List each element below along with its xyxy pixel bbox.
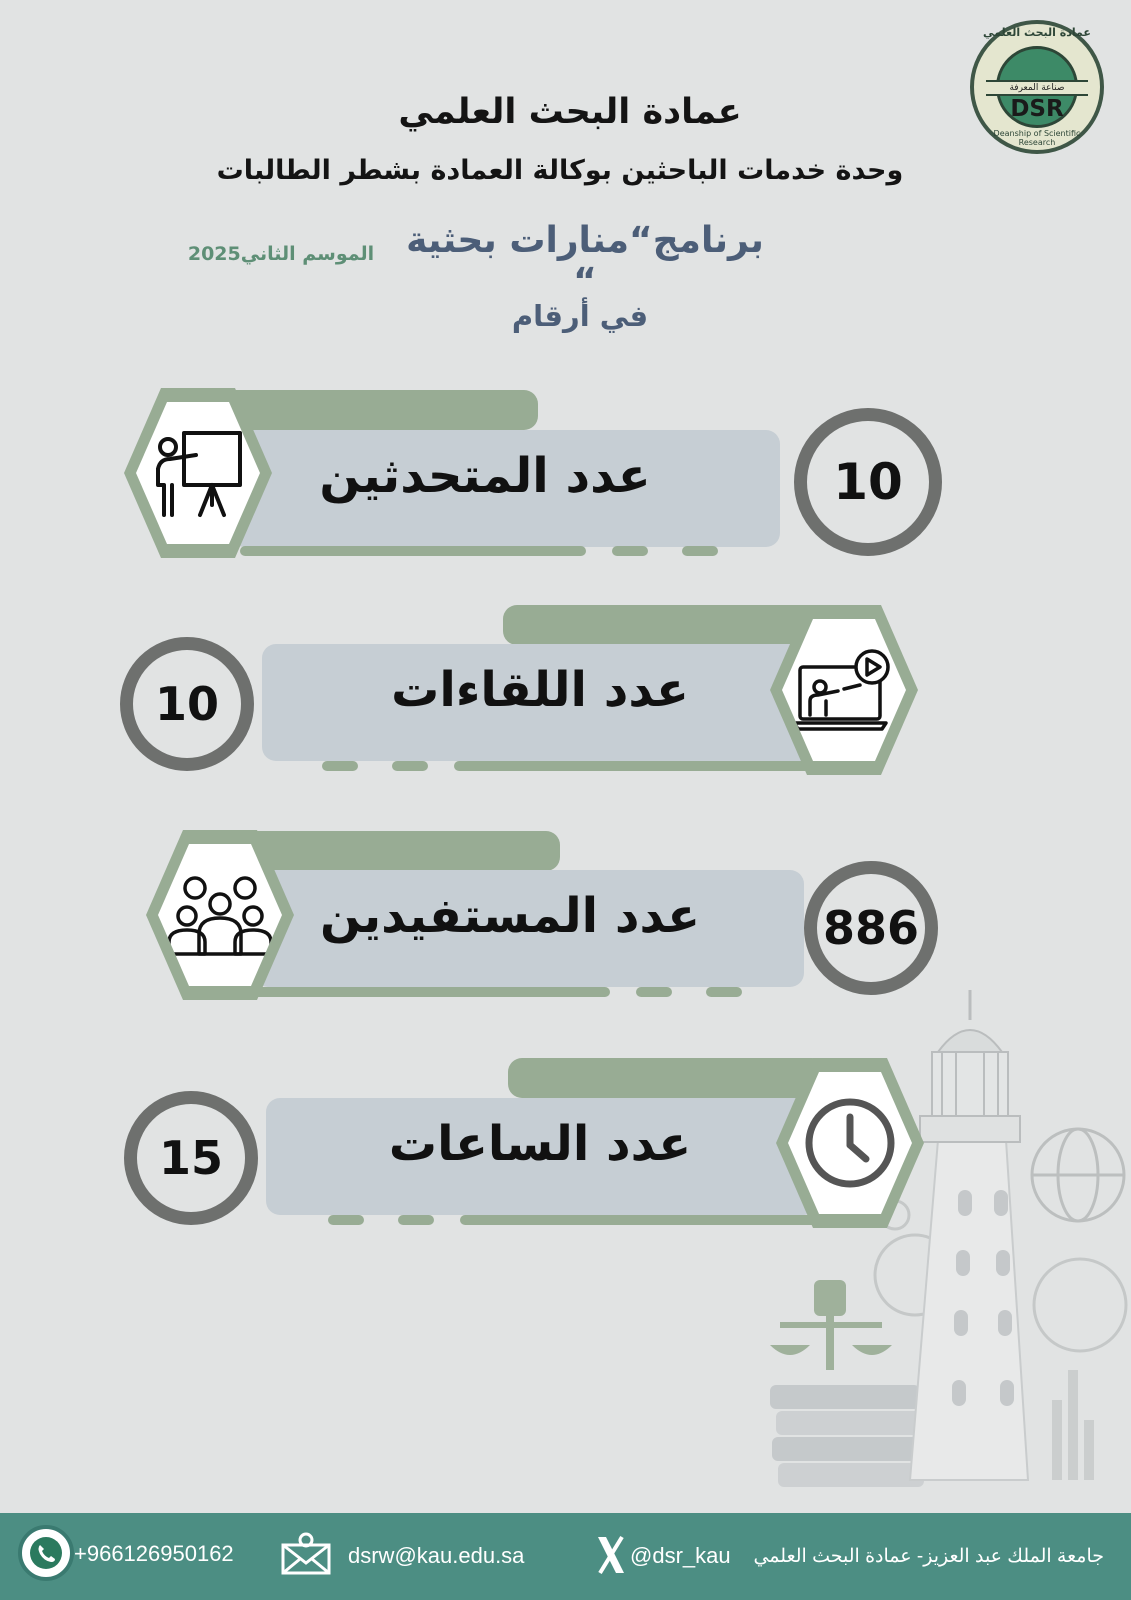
whatsapp-icon[interactable] xyxy=(18,1525,74,1581)
row-underline xyxy=(460,1215,850,1225)
row-tab xyxy=(220,390,538,430)
page-title: عمادة البحث العلمي xyxy=(398,92,742,132)
row-dash xyxy=(392,761,428,771)
logo-ring-text: عمادة البحث العلمي xyxy=(983,26,1091,39)
row-underline xyxy=(240,546,586,556)
stat-value-circle: 15 xyxy=(124,1091,258,1225)
logo-abbr: DSR xyxy=(1010,96,1064,122)
unit-name: وحدة خدمات الباحثين بوكالة العمادة بشطر الطالبات xyxy=(216,155,904,186)
stat-value-circle: 886 xyxy=(804,861,938,995)
stat-label: عدد الساعات xyxy=(388,1116,692,1172)
logo-banner: صناعة المعرفة xyxy=(986,80,1088,96)
row-dash xyxy=(636,987,672,997)
row-dash xyxy=(706,987,742,997)
email-icon xyxy=(280,1531,332,1575)
phone-number[interactable]: +966126950162 xyxy=(74,1541,234,1566)
dsr-logo xyxy=(970,20,1104,154)
stat-value-circle: 10 xyxy=(794,408,942,556)
row-dash xyxy=(322,761,358,771)
logo-ring-english: Deanship of Scientific Research xyxy=(993,129,1081,147)
row-tab xyxy=(508,1058,826,1098)
row-dash xyxy=(328,1215,364,1225)
social-handle[interactable]: @dsr_kau xyxy=(630,1543,731,1568)
stat-label: عدد المستفيدين xyxy=(319,888,700,944)
row-tab xyxy=(503,605,821,645)
row-dash xyxy=(682,546,718,556)
stat-label: عدد اللقاءات xyxy=(391,662,689,718)
university-name: جامعة الملك عبد العزيز- عمادة البحث العلمي xyxy=(753,1546,1104,1567)
row-dash xyxy=(398,1215,434,1225)
row-dash xyxy=(612,546,648,556)
season-label: الموسم الثاني2025 xyxy=(187,243,375,265)
row-underline xyxy=(454,761,844,771)
row-tab xyxy=(242,831,560,871)
stat-value-circle: 10 xyxy=(120,637,254,771)
stat-label: عدد المتحدثين xyxy=(319,448,651,504)
page-subtitle: في أرقام xyxy=(511,299,649,333)
contact-footer xyxy=(0,1513,1131,1600)
x-logo-icon xyxy=(596,1535,626,1575)
row-underline xyxy=(222,987,610,997)
email-address[interactable]: dsrw@kau.edu.sa xyxy=(348,1543,525,1568)
program-name: برنامج“منارات بحثية “ xyxy=(406,220,764,302)
